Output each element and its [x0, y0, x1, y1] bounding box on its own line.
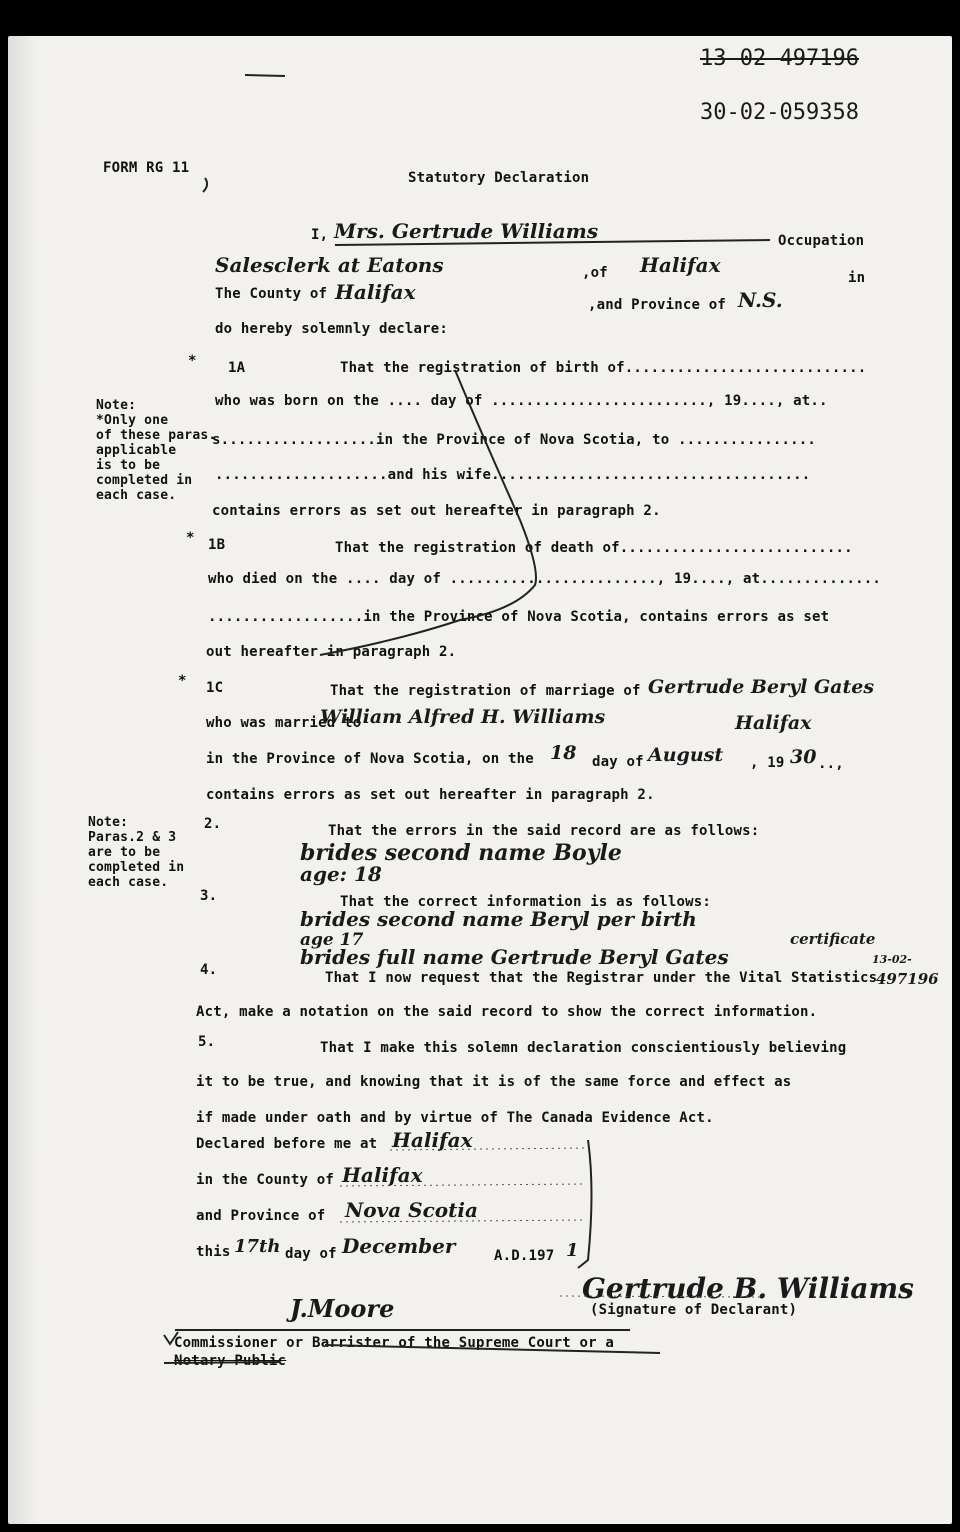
para-1c-line3a: in the Province of Nova Scotia, on the: [206, 751, 534, 767]
province-label: ,and Province of: [588, 297, 727, 313]
declared-day-value: 17th: [234, 1236, 281, 1257]
occupation-value: Salesclerk at Eatons: [215, 253, 444, 277]
marriage-year: 30: [790, 746, 817, 768]
marriage-month: August: [648, 744, 724, 766]
para-1c-number: 1C: [206, 680, 224, 696]
declarant-name: Mrs. Gertrude Williams: [334, 219, 599, 243]
correct-age: age 17: [300, 930, 364, 950]
note-paras-2-3: Note: Paras.2 & 3 are to be completed in each case.: [88, 815, 185, 890]
para-5-line1: That I make this solemn declaration conscientiously believing: [320, 1040, 847, 1056]
correct-full-name: brides full name Gertrude Beryl Gates: [300, 945, 729, 969]
para-1c-line4: contains errors as set out hereafter in paragraph 2.: [206, 787, 655, 803]
check-mark: [164, 1332, 178, 1344]
notary-label: Notary Public: [174, 1353, 287, 1369]
para-1b-line3: ..................in the Province of Nova Scotia, contains errors as set: [208, 609, 830, 625]
declared-dots-3: [340, 1220, 585, 1222]
barrister-strike: [325, 1345, 660, 1353]
in-label: in: [848, 270, 866, 286]
para-3-number: 3.: [200, 888, 218, 904]
county-value: Halifax: [335, 280, 416, 304]
para-5-line2: it to be true, and knowing that it is of the same force and effect as: [196, 1074, 792, 1090]
para-1c-line2: who was married to: [206, 715, 362, 731]
province-value: N.S.: [738, 288, 783, 312]
city-value: Halifax: [640, 253, 721, 277]
bracket-mark: [203, 178, 207, 192]
county-label: The County of: [215, 286, 328, 302]
correct-file-suffix: 497196: [876, 970, 939, 988]
para-5-number: 5.: [198, 1034, 216, 1050]
para-4-line2: Act, make a notation on the said record to show the correct information.: [196, 1004, 818, 1020]
declared-at-label: Declared before me at: [196, 1136, 378, 1152]
para-1a-number: 1A: [228, 360, 246, 376]
correct-second-name: brides second name Beryl per birth: [300, 907, 697, 931]
occupation-label: Occupation: [778, 233, 865, 249]
para-4-number: 4.: [200, 962, 218, 978]
declared-bracket: [578, 1140, 592, 1268]
para-1c-line3c: , 19: [750, 755, 785, 771]
declared-province-value: Nova Scotia: [345, 1198, 478, 1222]
commissioner-signature: J.Moore: [290, 1294, 395, 1323]
top-mark: [245, 75, 285, 76]
name-underline: [335, 240, 770, 245]
declared-this-label: this: [196, 1244, 231, 1260]
declared-province-label: and Province of: [196, 1208, 326, 1224]
groom-name: William Alfred H. Williams: [320, 706, 606, 728]
para-1c-line3b: day of: [592, 754, 644, 770]
para-1b-line1: That the registration of death of...........................: [335, 540, 853, 556]
para-1c-line1: That the registration of marriage of: [330, 683, 641, 699]
declared-county-label: in the County of: [196, 1172, 335, 1188]
error-second-name: brides second name Boyle: [300, 840, 622, 866]
para-1a-star: *: [188, 353, 197, 369]
declared-dots-1: [390, 1148, 585, 1150]
declared-month-value: December: [342, 1234, 456, 1258]
para-4-line1: That I now request that the Registrar under the Vital Statistics: [325, 970, 878, 986]
declarant-signature: Gertrude B. Williams: [582, 1272, 914, 1305]
para-2-number: 2.: [204, 816, 222, 832]
para-5-line3: if made under oath and by virtue of The Canada Evidence Act.: [196, 1110, 714, 1126]
para-3-text: That the correct information is as follows:: [340, 894, 712, 910]
para-2-text: That the errors in the said record are as follows:: [328, 823, 760, 839]
declared-at-value: Halifax: [392, 1128, 473, 1152]
declarant-signature-label: (Signature of Declarant): [590, 1302, 798, 1318]
bride-name: Gertrude Beryl Gates: [648, 676, 875, 698]
para-1a-line1: That the registration of birth of............................: [340, 360, 867, 376]
declared-dots-2: [340, 1184, 585, 1186]
declared-year-hw: 1: [566, 1240, 579, 1261]
form-label: FORM RG 11: [103, 160, 190, 176]
declarant-prefix: I,: [311, 227, 329, 243]
declared-day-of: day of: [285, 1246, 337, 1262]
declare-text: do hereby solemnly declare:: [215, 321, 448, 337]
marriage-day: 18: [550, 742, 577, 764]
para-1a-line5: contains errors as set out hereafter in paragraph 2.: [212, 503, 661, 519]
para-1b-line2: who died on the .... day of ........................, 19...., at..............: [208, 571, 882, 587]
para-1a-line2: who was born on the .... day of ........................., 19...., at..: [215, 393, 828, 409]
file-number: 30-02-059358: [700, 100, 859, 125]
para-1c-line3d: ..,: [818, 756, 844, 772]
error-age: age: 18: [300, 862, 382, 886]
file-number-struck: 13-02-497196: [700, 46, 859, 71]
cross-out-stroke: [320, 370, 536, 655]
para-1c-star: *: [178, 673, 187, 689]
para-1a-line4: ....................and his wife.....................................: [215, 467, 811, 483]
para-1b-star: *: [186, 530, 195, 546]
marriage-place: Halifax: [735, 712, 812, 734]
page-title: Statutory Declaration: [408, 170, 590, 186]
declared-ad: A.D.197: [494, 1248, 555, 1264]
notary-strike: [164, 1362, 280, 1363]
commissioner-label: Commissioner or Barrister of the Supreme Court or a: [174, 1335, 615, 1351]
para-1a-line3: s..................in the Province of Nova Scotia, to ................: [212, 432, 817, 448]
correct-file-prefix: 13-02-: [872, 953, 912, 966]
declared-dots-4: [560, 1296, 760, 1297]
note-only-one: Note: *Only one of these paras. applicable is to be completed in each case.: [96, 398, 217, 503]
para-1b-line4: out hereafter in paragraph 2.: [206, 644, 457, 660]
of-label: ,of: [582, 265, 608, 281]
correct-certificate: certificate: [790, 930, 876, 948]
para-1b-number: 1B: [208, 537, 226, 553]
declared-county-value: Halifax: [342, 1163, 423, 1187]
